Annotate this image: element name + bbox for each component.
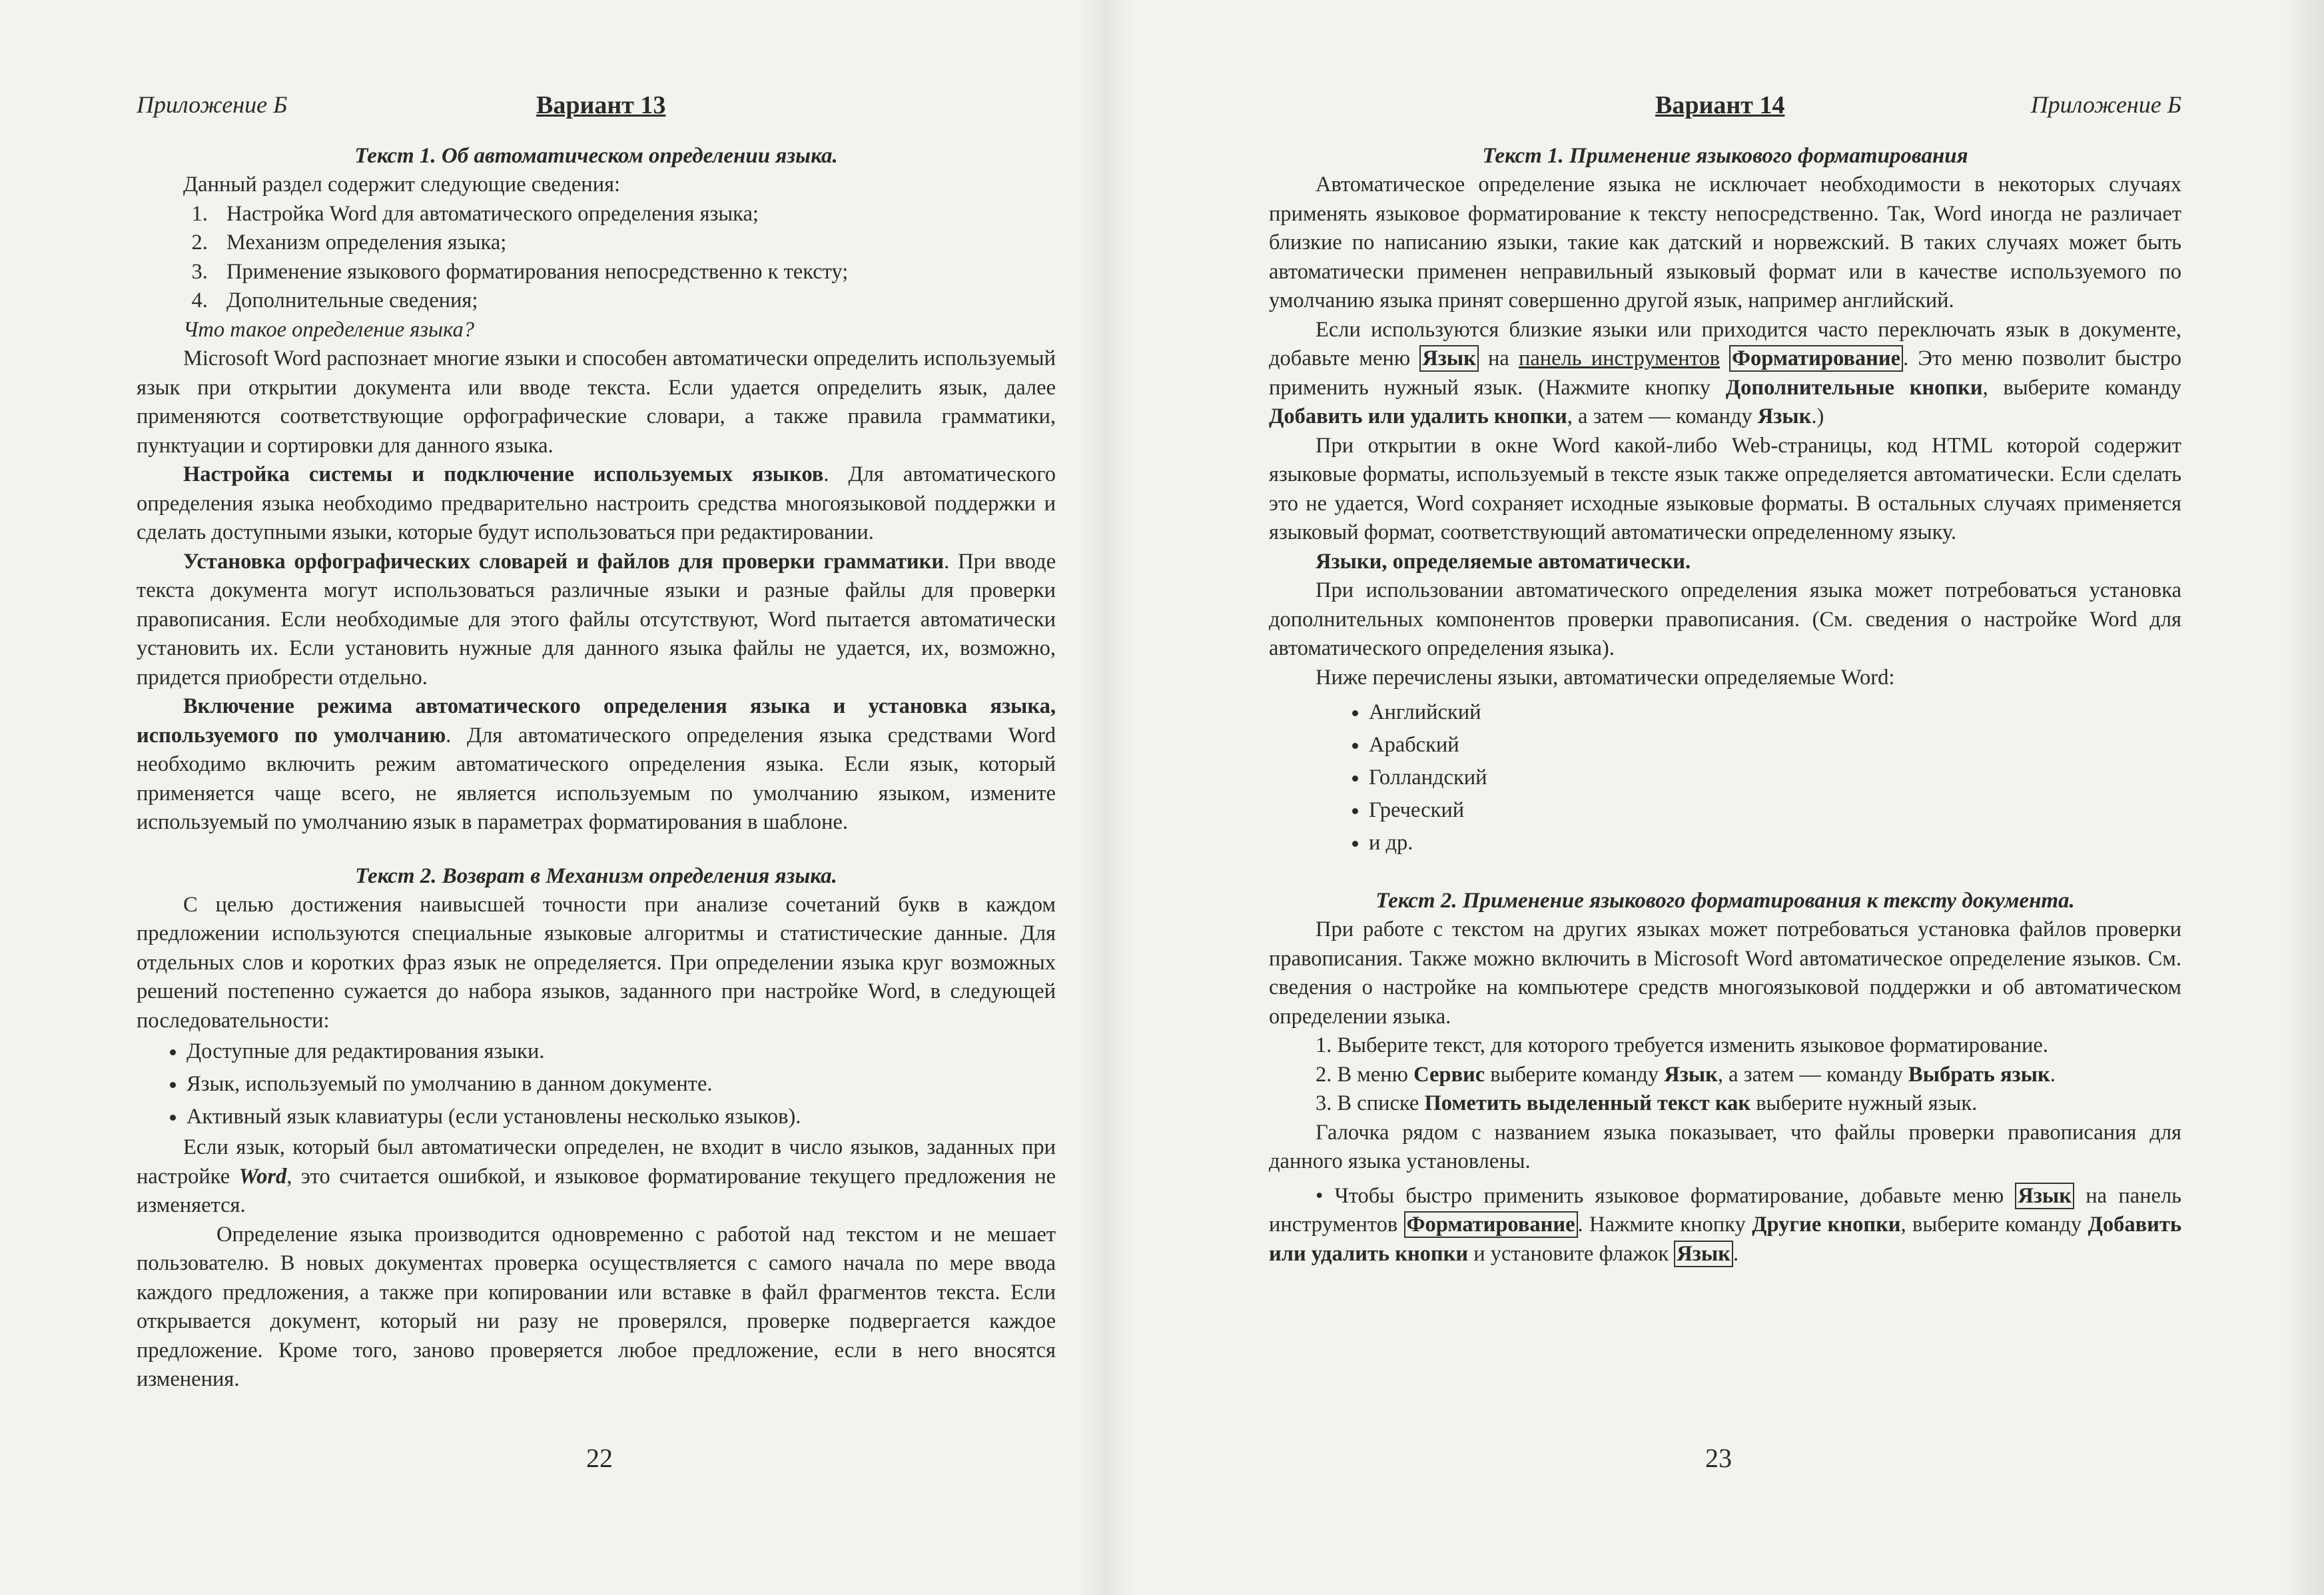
checkbox-name-box: Язык [1674, 1241, 1733, 1267]
appendix-label: Приложение Б [137, 91, 288, 118]
paragraph: Галочка рядом с названием языка показывает, что файлы проверки правописания для данного языка установлены. [1269, 1120, 2181, 1173]
bold-term: Язык [1757, 404, 1812, 428]
paragraph: При использовании автоматического определения языка может потребоваться установка дополнительных компонентов проверки правописания. (См. сведения о настройке Word для автоматического определения языка). [1269, 578, 2181, 660]
paragraph [137, 692, 1056, 837]
bold-term: Другие кнопки [1752, 1213, 1901, 1237]
paragraph [1269, 1182, 2181, 1269]
step [1269, 1089, 2181, 1119]
paragraph-text: . Это меню позволит быстро применить нужный язык. (Нажмите кнопку [1269, 346, 2182, 400]
left-page [137, 87, 1056, 1394]
paragraph-text: . При вводе текста документа могут использоваться различные языки и разные файлы для проверки правописания. Если необходимые для этого файлы отсутствуют, Word пытается автоматически установить их. Если установить нужные для данного языка файлы не удается, их, возможно, придется приобрести отдельно. [137, 549, 1056, 690]
paragraph-text: 2. В меню [1316, 1062, 1414, 1087]
paragraph-text: . Для автоматического определения языка средствами Word необходимо включить режим автоматического определения языка. Если язык, который применяется чаще всего, не является используемым по умолчанию языком, измените используемый по умолчанию язык в параметрах форматирования в шаблоне. [137, 723, 1056, 834]
word-emphasis: Word [238, 1164, 287, 1189]
paragraph-text: Если используются близкие языки или приходится часто переключать язык в документе, добавьте меню [1269, 317, 2181, 370]
paragraph [137, 548, 1056, 693]
language-item: • Греческий [1369, 794, 2181, 827]
right-page [1269, 87, 2181, 1269]
paragraph-text: выберите команду [1485, 1062, 1665, 1087]
text2-title: Текст 2. Возврат в Механизм определения языка. [355, 863, 837, 888]
subheading: Языки, определяемые автоматически. [1316, 549, 1691, 574]
paragraph: Microsoft Word распознает многие языки и способен автоматически определить используемый язык при открытии документа или вводе текста. Если удается определить язык, далее применяются соответствующие орфографические словари, а также правила грамматики, пунктуации и сортировки для данного языка. [137, 346, 1056, 458]
question-heading: Что такое определение языка? [183, 317, 474, 342]
bold-term: Настройка системы и подключение используемых языков [183, 462, 824, 486]
page-number: 22 [586, 1443, 613, 1473]
list-item: 2. Механизм определения языка; [213, 229, 1056, 258]
toolbar-name-box: Форматирование [1729, 345, 1903, 372]
paragraph-text: , выберите команду [1900, 1213, 2088, 1237]
paragraph: При работе с текстом на других языках может потребоваться установка файлов проверки правописания. Также можно включить в Microsoft Word автоматическое определение языков. См. сведения о настройке на компьютере средств многоязыковой поддержки и об автоматическом определении языка. [1269, 917, 2181, 1029]
appendix-label: Приложение Б [2030, 91, 2181, 118]
bold-term: Добавить или удалить кнопки [1269, 404, 1567, 428]
paragraph-text: , а затем — команду [1567, 404, 1758, 428]
paragraph-text: и установите флажок [1468, 1241, 1675, 1266]
paragraph-text: выберите нужный язык. [1750, 1091, 1978, 1115]
right-header [1269, 87, 2181, 127]
language-item: • Английский [1369, 696, 2181, 729]
paragraph-text: , а затем — команду [1717, 1062, 1908, 1087]
list-item: • Доступные для редактирования языки. [187, 1035, 1056, 1068]
paragraph: Автоматическое определение языка не исключает необходимости в некоторых случаях применять языковое форматирование к тексту непосредственно. Так, Word иногда не различает близкие по написанию языки, такие как датский и норвежский. В таких случаях может быть автоматически применен неправильный языковый формат или в качестве используемого по умолчанию языка принят совершенно другой язык, например английский. [1269, 173, 2181, 312]
bold-term: Включение режима автоматического определения языка и установка языка, используемого по умолчанию [137, 694, 1056, 748]
paragraph: Ниже перечислены языки, автоматически определяемые Word: [1316, 665, 1895, 690]
variant-title: Вариант 13 [536, 91, 666, 119]
bold-term: Добавить или удалить кнопки [1269, 1213, 2182, 1266]
text1-title: Текст 1. Применение языкового форматирования [1482, 144, 1968, 168]
paragraph-text: , выберите команду [1982, 375, 2181, 400]
list-item: • Активный язык клавиатуры (если установлены несколько языков). [187, 1101, 1056, 1133]
contents-list [137, 200, 1056, 316]
paragraph-text: .) [1811, 404, 1824, 428]
page-edge-shadow [2284, 0, 2324, 1595]
language-item: • и др. [1369, 827, 2181, 859]
bold-term: Сервис [1413, 1062, 1485, 1087]
list-item: 1. Настройка Word для автоматического определения языка; [213, 200, 1056, 229]
text2-title: Текст 2. Применение языкового форматирования к тексту документа. [1375, 889, 2075, 913]
paragraph-text: • Чтобы быстро применить языковое форматирование, добавьте меню [1316, 1183, 2016, 1208]
text1-title: Текст 1. Об автоматическом определении языка. [354, 144, 838, 168]
paragraph: Определение языка производится одновременно с работой над текстом и не мешает пользователю. В новых документах проверка осуществляется с самого начала по мере ввода каждого предложения, а также при копировании или вставке в файл фрагментов текста. Если открывается документ, который ни разу не проверялся, проверке подвергается каждое предложение. Кроме того, заново проверяется любое предложение, если в него вносятся изменения. [137, 1222, 1056, 1391]
paragraph: При открытии в окне Word какой-либо Web-страницы, код HTML которой содержит языковые форматы, используемый в тексте язык также определяется автоматически. Если сделать это не удается, Word сохраняет исходные языковые форматы. В остальных случаях применяется языковый формат, соответствующий автоматически определенному языку. [1269, 433, 2181, 544]
paragraph-text: , это считается ошибкой, и языковое форматирование текущего предложения не изменяется. [137, 1164, 1056, 1217]
languages-list [1269, 696, 2181, 859]
paragraph-text: Если язык, который был автоматически определен, не входит в число языков, заданных при настройке [137, 1135, 1056, 1189]
paragraph-text: 3. В списке [1316, 1091, 1425, 1115]
paragraph-text: . Для автоматического определения языка необходимо предварительно настроить средства многоязыковой поддержки и сделать доступными языки, которые будут использоваться при редактировании. [137, 462, 1056, 544]
step [1269, 1061, 2181, 1090]
language-item: • Голландский [1369, 762, 2181, 794]
bold-term: Установка орфографических словарей и файлов для проверки грамматики [183, 549, 945, 574]
step: 1. Выберите текст, для которого требуется изменить языковое форматирование. [1316, 1033, 2048, 1057]
spacer [137, 837, 1056, 861]
list-item: 3. Применение языкового форматирования непосредственно к тексту; [213, 258, 1056, 287]
paragraph-text: на панель инструментов [1269, 1183, 2181, 1237]
paragraph-text: на [1478, 346, 1519, 370]
spacer [1269, 859, 2181, 886]
variant-title: Вариант 14 [1655, 91, 1785, 119]
left-header [137, 87, 1056, 127]
paragraph: С целью достижения наивысшей точности при анализе сочетаний букв в каждом предложении используются специальные языковые алгоритмы и статистические данные. Для отдельных слов и коротких фраз язык не определяется. При определении языка круг возможных решений постепенно сужается до набора языков, заданного при настройке Word, в следующей последовательности: [137, 892, 1056, 1033]
text1-intro: Данный раздел содержит следующие сведения: [183, 173, 621, 197]
page-gutter [1079, 0, 1132, 1595]
page-number: 23 [1705, 1443, 1732, 1473]
paragraph [1269, 316, 2181, 432]
list-item: 4. Дополнительные сведения; [213, 286, 1056, 316]
paragraph-text: . [2050, 1062, 2056, 1087]
menu-name-box: Язык [2015, 1183, 2074, 1209]
toolbar-name-box: Форматирование [1404, 1211, 1578, 1238]
paragraph-text: . [1733, 1241, 1739, 1266]
bold-term: Выбрать язык [1908, 1062, 2050, 1087]
menu-name-box: Язык [1419, 345, 1479, 372]
list-item: • Язык, используемый по умолчанию в данном документе. [187, 1068, 1056, 1101]
paragraph [137, 1133, 1056, 1221]
paragraph-text: . Нажмите кнопку [1577, 1213, 1752, 1237]
bold-term: Дополнительные кнопки [1725, 375, 1983, 400]
bold-term: Пометить выделенный текст как [1424, 1091, 1751, 1115]
paragraph-text [1720, 346, 1729, 370]
paragraph [137, 460, 1056, 548]
language-item: • Арабский [1369, 729, 2181, 762]
bullet-list [137, 1035, 1056, 1133]
toolbar-term: панель инструментов [1518, 346, 1720, 370]
bold-term: Язык [1664, 1062, 1718, 1087]
